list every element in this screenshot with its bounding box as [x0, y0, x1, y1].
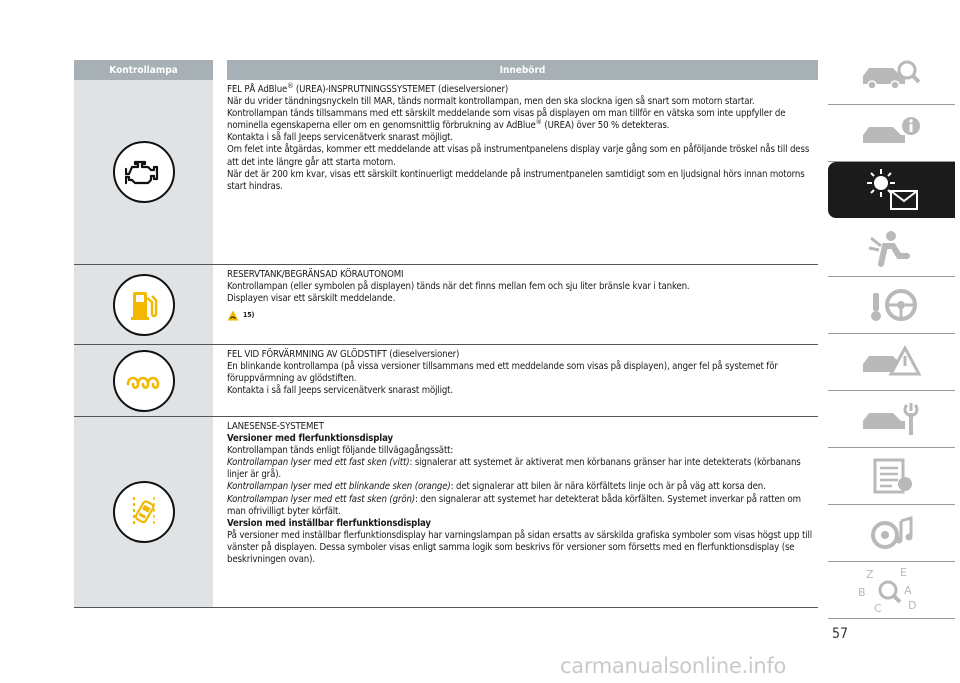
- lanesense-icon: [127, 494, 161, 530]
- italic-term: Kontrollampan lyser med ett blinkande sken (orange): [227, 481, 451, 493]
- line-part: (UREA) över 50 % detekteras.: [541, 120, 670, 132]
- alphabet-search-icon: [852, 564, 932, 616]
- line: En blinkande kontrollampa (på vissa versioner tillsammans med ett meddelande som visas på displayen), anger fel på systemet för föruppvärmning av glödstiften.: [227, 361, 778, 385]
- header-col-lamp: Kontrollampa: [109, 64, 178, 76]
- line: På versioner med inställbar flerfunktionsdisplay har varningslampan på sidan ersatts av särskilda grafiska symboler som visas högst upp till vänster på displayen. Dessa symboler visas enligt samma logik som beskrivs för versioner som försetts med en flerfunktionsdisplay (se beskrivningen ovan).: [227, 529, 812, 566]
- car-wrench-icon: [857, 399, 927, 439]
- index-letter: A: [903, 583, 912, 597]
- tab-maintenance[interactable]: [828, 391, 955, 448]
- line: Kontrollampan tänds tillsammans med ett särskilt meddelande som visas på displayen om man tillför en vätska som inte uppfyller de nominella egenskaperna eller om en genomsnittlig förbrukning av AdBlue® (UREA) över 50 % detekteras.: [227, 108, 786, 132]
- page-number: 57: [832, 626, 849, 642]
- chapter-tabs: [828, 48, 955, 619]
- tab-warning-lights[interactable]: [828, 162, 955, 218]
- warning-reference: [227, 309, 818, 321]
- car-info-icon: [857, 113, 927, 153]
- header-col-meaning: Innebörd: [213, 60, 818, 80]
- line-part: Kontrollampan tänds tillsammans med ett särskilt meddelande som visas på displayen om man tillför en vätska som inte uppfyller de nominella egenskaperna eller om en genomsnittlig förbrukning av AdBlue: [227, 108, 786, 132]
- meaning-cell: [213, 417, 818, 607]
- index-letter: Z: [865, 567, 874, 581]
- car-search-icon: [857, 56, 927, 96]
- line: När du vrider tändningsnyckeln till MAR, tänds normalt kontrollampan, men den ska slockna igen så snart som motorn startar.: [227, 96, 755, 108]
- italic-term: Kontrollampan lyser med ett fast sken (vitt): [227, 457, 410, 469]
- row-title: LANESENSE-SYSTEMET: [227, 421, 324, 432]
- line: Displayen visar ett särskilt meddelande.: [227, 293, 396, 305]
- tab-safety[interactable]: [828, 220, 955, 277]
- line: Kontakta i så fall Jeeps servicenätverk snarast möjligt.: [227, 385, 453, 397]
- fuel-pump-icon: [129, 288, 159, 322]
- meaning-cell: [213, 80, 818, 264]
- table-header: [74, 60, 818, 80]
- row-title: RESERVTANK/BEGRÄNSAD KÖRAUTONOMI: [227, 269, 404, 280]
- registered-mark: ®: [287, 81, 294, 90]
- title-text: FEL PÅ AdBlue: [227, 84, 288, 95]
- title-rest: (UREA)-INSPRUTNINGSSYSTEMET (dieselversioner): [293, 84, 509, 95]
- key-steering-wheel-icon: [857, 285, 927, 325]
- table-row: [74, 265, 818, 345]
- engine-check-icon: [125, 158, 163, 186]
- line: Om felet inte åtgärdas, kommer ett meddelande att visas på instrumentpanelens display varje gång som en påföljande tröskel nås till dess att det inte längre går att starta motorn.: [227, 144, 810, 168]
- index-letter: E: [899, 565, 907, 579]
- line: När det är 200 km kvar, visas ett särskilt kontinuerligt meddelande på instrumentpanelen samtidigt som en ljudsignal hörs innan motorns start hindras.: [227, 168, 805, 192]
- tab-car-info[interactable]: [828, 105, 955, 162]
- line: [227, 457, 818, 481]
- line-part: : den signalerar att systemet har detekterat båda körfälten. Systemet inverkar på ratten om man ofrivilligt byter körfält.: [227, 493, 801, 517]
- italic-term: Kontrollampan lyser med ett fast sken (grön): [227, 493, 415, 505]
- spec-sheet-icon: [857, 456, 927, 496]
- table-row: [74, 80, 818, 265]
- line: Kontrollampan (eller symbolen på displayen) tänds när det finns mellan fem och sju liter bränsle kvar i tanken.: [227, 281, 690, 293]
- line: [227, 494, 818, 518]
- meaning-cell: [213, 345, 818, 416]
- warning-triangle-icon: [227, 310, 239, 321]
- lamp-circle: [113, 274, 175, 336]
- tab-index[interactable]: [828, 562, 955, 619]
- lamp-cell: [74, 345, 213, 416]
- line: [227, 481, 818, 493]
- lamp-circle: [113, 350, 175, 412]
- index-letter: D: [907, 598, 916, 612]
- line-part: : det signalerar att bilen är nära körfältets linje och är på väg att korsa den.: [450, 481, 766, 493]
- tab-emergency[interactable]: [828, 334, 955, 391]
- glow-plug-icon: [124, 370, 164, 392]
- table-row: [74, 345, 818, 417]
- tab-car-overview[interactable]: [828, 48, 955, 105]
- watermark: carmanualsonline.info: [560, 654, 787, 678]
- index-letter: B: [857, 585, 866, 599]
- line: Kontakta i så fall Jeeps servicenätverk snarast möjligt.: [227, 132, 453, 144]
- tab-starting-driving[interactable]: [828, 277, 955, 334]
- lamp-circle: [113, 481, 175, 543]
- line-part: : signalerar att systemet är aktiverat men körbanans gränser har inte detekterats (körbanans linjer är grå).: [227, 457, 801, 481]
- row-title: [227, 81, 818, 96]
- lamp-circle: [113, 141, 175, 203]
- car-hazard-icon: [857, 342, 927, 382]
- table-row: [74, 417, 818, 608]
- tab-technical-data[interactable]: [828, 448, 955, 505]
- airbag-passenger-icon: [857, 228, 927, 268]
- subheading: Version med inställbar flerfunktionsdisplay: [227, 517, 431, 529]
- note-ref: 15): [243, 311, 255, 320]
- lamp-cell: [74, 80, 213, 264]
- warning-lights-table: [74, 60, 818, 608]
- subheading: Versioner med flerfunktionsdisplay: [227, 433, 393, 445]
- tab-multimedia[interactable]: [828, 505, 955, 562]
- lamp-cell: [74, 417, 213, 607]
- lamp-cell: [74, 265, 213, 344]
- row-title: FEL VID FÖRVÄRMNING AV GLÖDSTIFT (dieselversioner): [227, 349, 460, 360]
- index-letter: C: [873, 601, 882, 615]
- meaning-cell: [213, 265, 818, 344]
- multimedia-icon: [857, 513, 927, 553]
- line: Kontrollampan tänds enligt följande tillvägagångssätt:: [227, 445, 454, 457]
- warning-light-envelope-icon: [857, 167, 927, 213]
